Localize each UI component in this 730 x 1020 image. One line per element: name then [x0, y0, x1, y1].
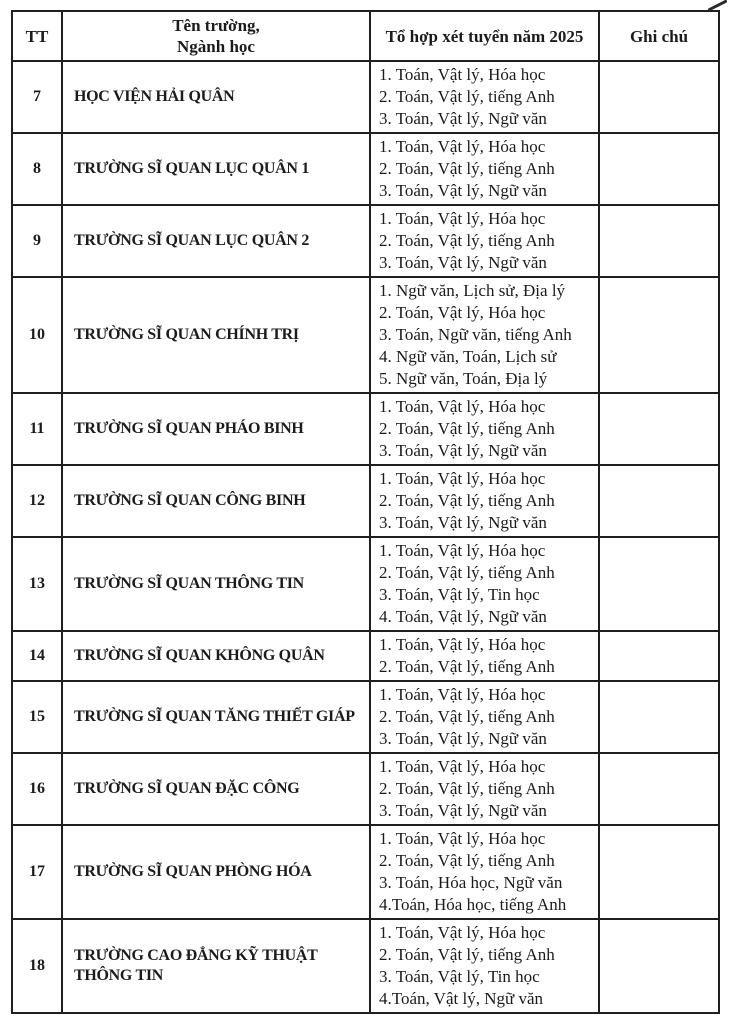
- cell-combos: [370, 133, 599, 205]
- combo-line: 2. Toán, Vật lý, tiếng Anh: [379, 779, 555, 798]
- combo-line: 2. Toán, Vật lý, tiếng Anh: [379, 563, 555, 582]
- cell-school-name: TRƯỜNG SĨ QUAN CÔNG BINH: [62, 465, 370, 537]
- combo-line: 1. Toán, Vật lý, Hóa học: [379, 65, 546, 84]
- cell-note: [599, 465, 719, 537]
- combo-line: 3. Toán, Vật lý, Ngữ văn: [379, 181, 547, 200]
- cell-combos: [370, 631, 599, 681]
- cell-combos: [370, 393, 599, 465]
- combo-line: 1. Toán, Vật lý, Hóa học: [379, 757, 546, 776]
- cell-combos: [370, 681, 599, 753]
- cell-tt: 10: [12, 277, 62, 393]
- combo-line: 2. Toán, Vật lý, Hóa học: [379, 303, 546, 322]
- cell-tt: 18: [12, 919, 62, 1013]
- table-row: [12, 825, 719, 919]
- header-school-line2: Ngành học: [177, 37, 255, 56]
- combo-line: 1. Ngữ văn, Lịch sử, Địa lý: [379, 281, 566, 300]
- combo-line: 2. Toán, Vật lý, tiếng Anh: [379, 159, 555, 178]
- combo-line: 3. Toán, Vật lý, Ngữ văn: [379, 513, 547, 532]
- cell-combos: [370, 537, 599, 631]
- admission-combinations-table: [11, 10, 720, 1014]
- header-cell-combos: Tổ hợp xét tuyển năm 2025: [370, 11, 599, 61]
- cell-school-name: TRƯỜNG SĨ QUAN PHÒNG HÓA: [62, 825, 370, 919]
- cell-tt: 14: [12, 631, 62, 681]
- table-row: [12, 631, 719, 681]
- combo-line: 4.Toán, Vật lý, Ngữ văn: [379, 989, 543, 1008]
- cell-note: [599, 393, 719, 465]
- cell-combos: [370, 465, 599, 537]
- combo-line: 1. Toán, Vật lý, Hóa học: [379, 541, 546, 560]
- combo-line: 1. Toán, Vật lý, Hóa học: [379, 829, 546, 848]
- combo-line: 4. Ngữ văn, Toán, Lịch sử: [379, 347, 557, 366]
- combo-line: 3. Toán, Vật lý, Ngữ văn: [379, 109, 547, 128]
- table-row: [12, 919, 719, 1013]
- header-school-line1: Tên trường,: [172, 16, 260, 35]
- table-row: [12, 753, 719, 825]
- cell-school-name: TRƯỜNG SĨ QUAN ĐẶC CÔNG: [62, 753, 370, 825]
- cell-note: [599, 825, 719, 919]
- table-row: [12, 537, 719, 631]
- combo-line: 2. Toán, Vật lý, tiếng Anh: [379, 231, 555, 250]
- combo-line: 3. Toán, Vật lý, Ngữ văn: [379, 801, 547, 820]
- cell-combos: [370, 277, 599, 393]
- combo-line: 3. Toán, Vật lý, Ngữ văn: [379, 729, 547, 748]
- combo-line: 1. Toán, Vật lý, Hóa học: [379, 923, 546, 942]
- combo-line: 2. Toán, Vật lý, tiếng Anh: [379, 87, 555, 106]
- table-header: [12, 11, 719, 61]
- cell-note: [599, 753, 719, 825]
- combo-line: 3. Toán, Ngữ văn, tiếng Anh: [379, 325, 572, 344]
- table-row: [12, 61, 719, 133]
- cell-note: [599, 919, 719, 1013]
- cell-tt: 8: [12, 133, 62, 205]
- cell-school-name: TRƯỜNG SĨ QUAN LỤC QUÂN 1: [62, 133, 370, 205]
- cell-school-name: TRƯỜNG SĨ QUAN TĂNG THIẾT GIÁP: [62, 681, 370, 753]
- combo-line: 2. Toán, Vật lý, tiếng Anh: [379, 945, 555, 964]
- table-row: [12, 681, 719, 753]
- cell-note: [599, 631, 719, 681]
- cell-note: [599, 537, 719, 631]
- combo-line: 1. Toán, Vật lý, Hóa học: [379, 685, 546, 704]
- combo-line: 2. Toán, Vật lý, tiếng Anh: [379, 657, 555, 676]
- combo-line: 2. Toán, Vật lý, tiếng Anh: [379, 419, 555, 438]
- header-cell-school: [62, 11, 370, 61]
- combo-line: 2. Toán, Vật lý, tiếng Anh: [379, 851, 555, 870]
- cell-note: [599, 205, 719, 277]
- cell-school-name: TRƯỜNG CAO ĐẲNG KỸ THUẬT THÔNG TIN: [62, 919, 370, 1013]
- combo-line: 3. Toán, Vật lý, Ngữ văn: [379, 441, 547, 460]
- combo-line: 1. Toán, Vật lý, Hóa học: [379, 397, 546, 416]
- combo-line: 5. Ngữ văn, Toán, Địa lý: [379, 369, 548, 388]
- cell-school-name: TRƯỜNG SĨ QUAN LỤC QUÂN 2: [62, 205, 370, 277]
- combo-line: 1. Toán, Vật lý, Hóa học: [379, 137, 546, 156]
- combo-line: 1. Toán, Vật lý, Hóa học: [379, 635, 546, 654]
- combo-line: 2. Toán, Vật lý, tiếng Anh: [379, 707, 555, 726]
- cell-note: [599, 61, 719, 133]
- cell-tt: 12: [12, 465, 62, 537]
- cell-combos: [370, 61, 599, 133]
- cell-school-name: TRƯỜNG SĨ QUAN KHÔNG QUÂN: [62, 631, 370, 681]
- header-row: [12, 11, 719, 61]
- table-row: [12, 277, 719, 393]
- table-body: [12, 61, 719, 1013]
- cell-tt: 13: [12, 537, 62, 631]
- cell-combos: [370, 919, 599, 1013]
- cell-tt: 16: [12, 753, 62, 825]
- cell-combos: [370, 753, 599, 825]
- cell-school-name: TRƯỜNG SĨ QUAN CHÍNH TRỊ: [62, 277, 370, 393]
- combo-line: 1. Toán, Vật lý, Hóa học: [379, 469, 546, 488]
- table-row: [12, 205, 719, 277]
- cell-tt: 7: [12, 61, 62, 133]
- cell-note: [599, 133, 719, 205]
- cell-note: [599, 681, 719, 753]
- cell-tt: 15: [12, 681, 62, 753]
- table-row: [12, 393, 719, 465]
- table-row: [12, 133, 719, 205]
- combo-line: 3. Toán, Hóa học, Ngữ văn: [379, 873, 563, 892]
- combo-line: 4.Toán, Hóa học, tiếng Anh: [379, 895, 567, 914]
- combo-line: 3. Toán, Vật lý, Tin học: [379, 585, 540, 604]
- cell-school-name: TRƯỜNG SĨ QUAN THÔNG TIN: [62, 537, 370, 631]
- combo-line: 3. Toán, Vật lý, Ngữ văn: [379, 253, 547, 272]
- cell-school-name: HỌC VIỆN HẢI QUÂN: [62, 61, 370, 133]
- header-cell-note: Ghi chú: [599, 11, 719, 61]
- cell-combos: [370, 205, 599, 277]
- cell-school-name: TRƯỜNG SĨ QUAN PHÁO BINH: [62, 393, 370, 465]
- combo-line: 1. Toán, Vật lý, Hóa học: [379, 209, 546, 228]
- combo-line: 3. Toán, Vật lý, Tin học: [379, 967, 540, 986]
- combo-line: 4. Toán, Vật lý, Ngữ văn: [379, 607, 547, 626]
- cell-tt: 9: [12, 205, 62, 277]
- cell-combos: [370, 825, 599, 919]
- header-cell-tt: TT: [12, 11, 62, 61]
- cell-note: [599, 277, 719, 393]
- cell-tt: 17: [12, 825, 62, 919]
- cell-tt: 11: [12, 393, 62, 465]
- table-row: [12, 465, 719, 537]
- combo-line: 2. Toán, Vật lý, tiếng Anh: [379, 491, 555, 510]
